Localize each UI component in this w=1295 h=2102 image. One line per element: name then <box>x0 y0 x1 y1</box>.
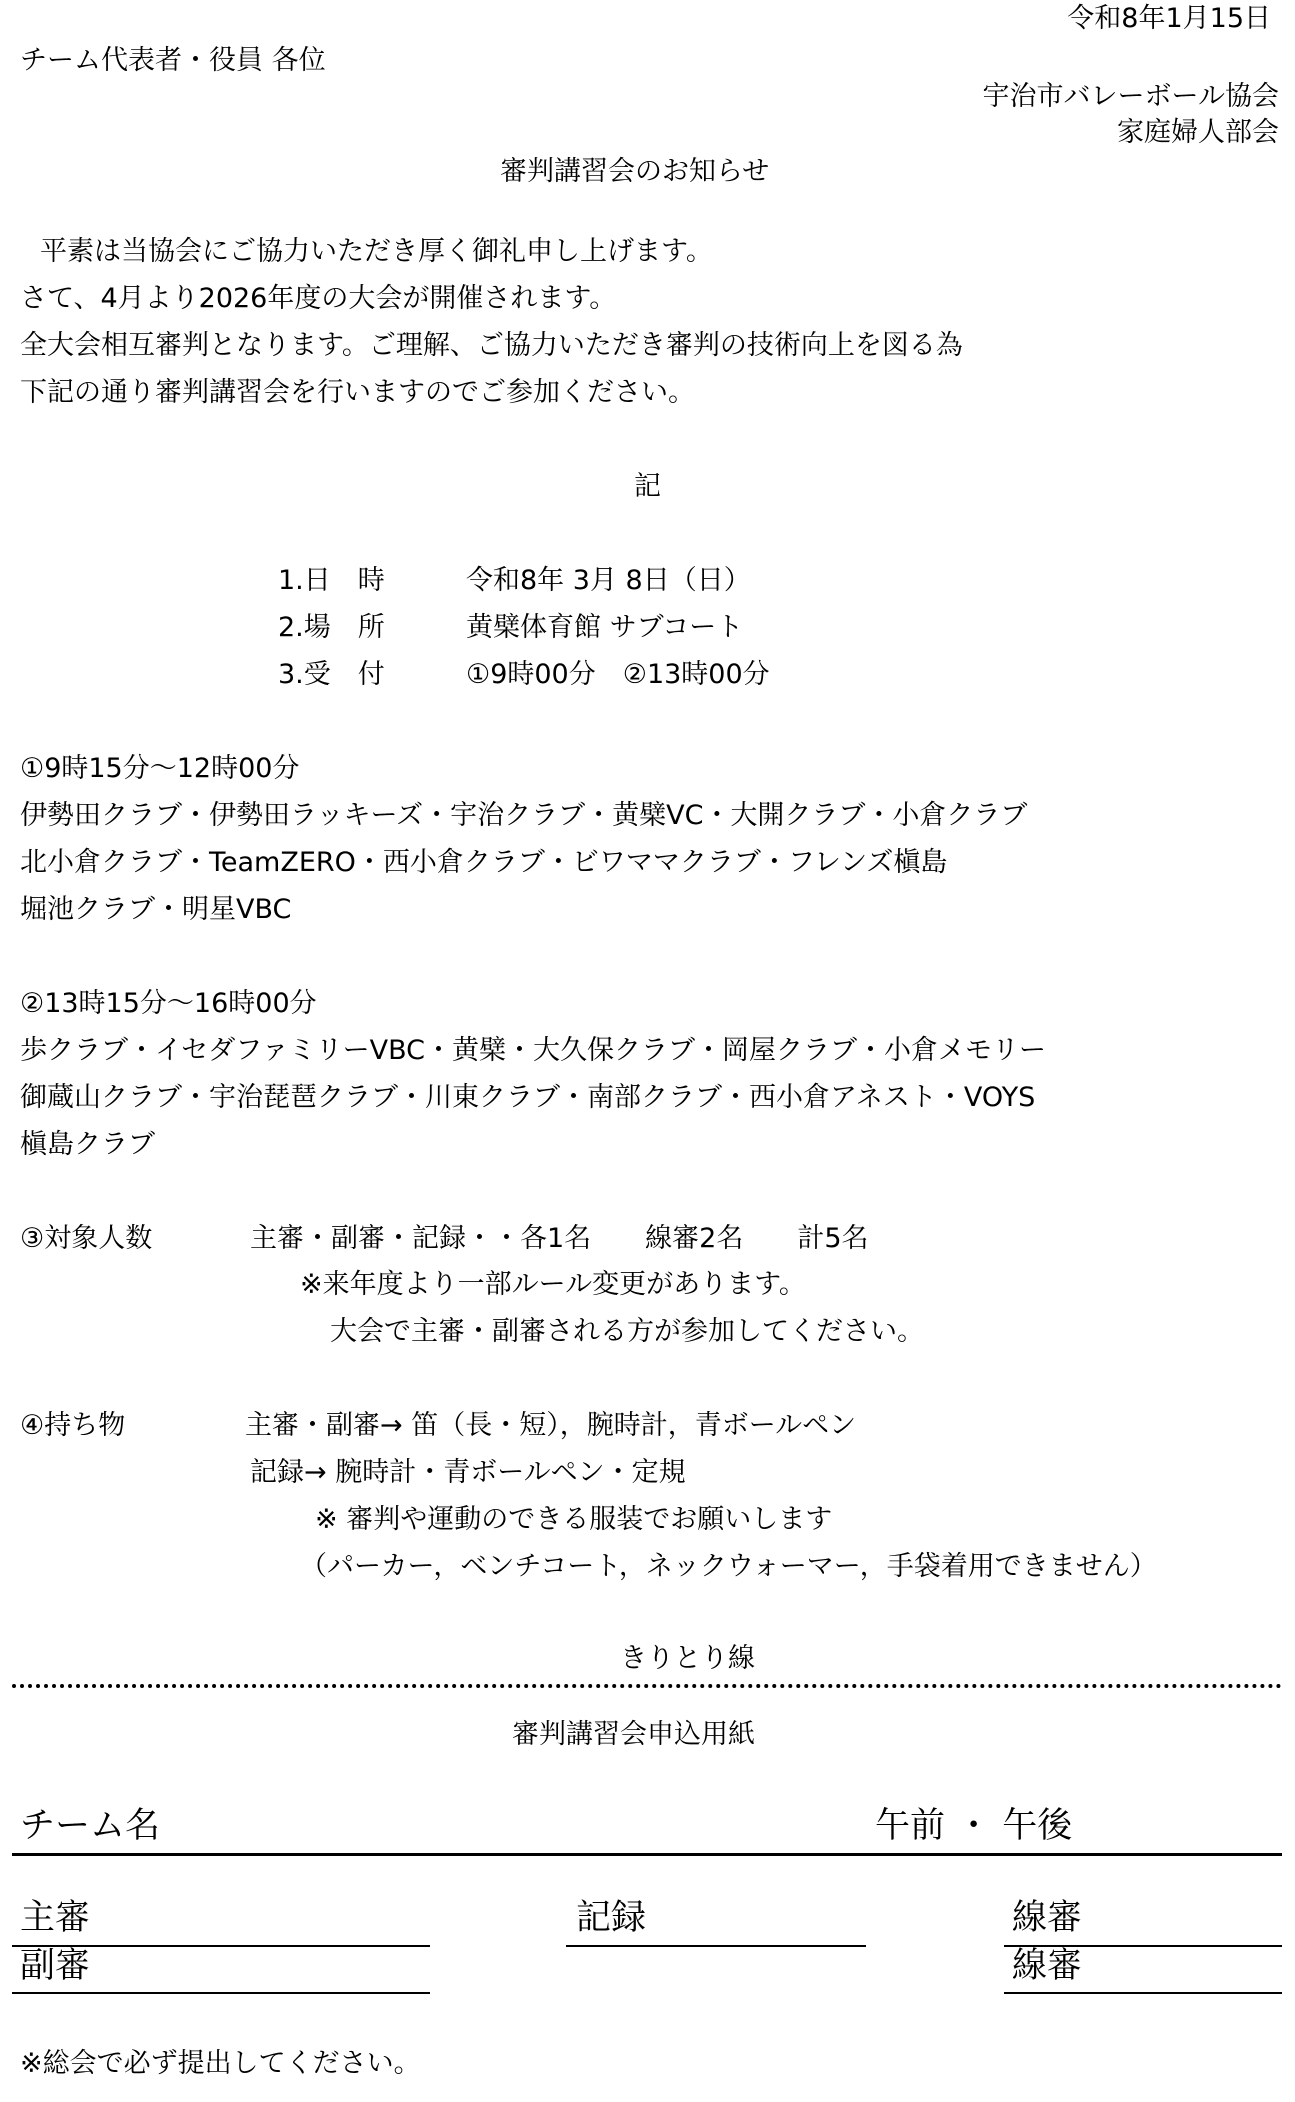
team-name-label: チーム名 <box>20 1806 161 1846</box>
cut-line-label: きりとり線 <box>620 1643 755 1674</box>
line-judge-2-label: 線審 <box>1012 1946 1083 1986</box>
target-label: ③対象人数 <box>20 1223 153 1254</box>
team-name-field-line <box>12 1853 1282 1856</box>
target-note-1: ※来年度より一部ルール変更があります。 <box>300 1269 806 1300</box>
footer-note: ※総会で必ず提出してください。 <box>20 2048 421 2079</box>
belongings-note-1: ※ 審判や運動のできる服装でお願いします <box>315 1504 833 1535</box>
form-title: 審判講習会申込用紙 <box>512 1719 755 1750</box>
session2-line-2: 御蔵山クラブ・宇治琵琶クラブ・川東クラブ・南部クラブ・西小倉アネスト・VOYS <box>20 1082 1036 1113</box>
session1-line-1: 伊勢田クラブ・伊勢田ラッキーズ・宇治クラブ・黄檗VC・大開クラブ・小倉クラブ <box>20 800 1028 831</box>
sender-department: 家庭婦人部会 <box>1117 117 1279 148</box>
chief-referee-label: 主審 <box>20 1898 91 1938</box>
target-note-2: 大会で主審・副審される方が参加してください。 <box>330 1316 924 1347</box>
session2-line-1: 歩クラブ・イセダファミリーVBC・黄檗・大久保クラブ・岡屋クラブ・小倉メモリー <box>20 1035 1047 1066</box>
session1-line-3: 堀池クラブ・明星VBC <box>20 894 292 925</box>
document-title: 審判講習会のお知らせ <box>500 156 770 187</box>
assistant-referee-field-line <box>12 1992 430 1994</box>
detail-value-reception: ①9時00分 ②13時00分 <box>466 659 770 690</box>
body-line-3: 全大会相互審判となります。ご理解、ご協力いただき審判の技術向上を図る為 <box>20 330 963 361</box>
line-judge-2-field-line <box>1004 1992 1282 1994</box>
session1-heading: ①9時15分～12時00分 <box>20 753 300 784</box>
detail-value-place: 黄檗体育館 サブコート <box>466 612 744 643</box>
detail-label-place: 2.場 所 <box>278 612 385 643</box>
cut-line <box>12 1684 1282 1688</box>
body-line-2: さて、4月より2026年度の大会が開催されます。 <box>20 283 617 314</box>
assistant-referee-label: 副審 <box>20 1946 91 1986</box>
belongings-note-2: （パーカー，ベンチコート，ネックウォーマー，手袋着用できません） <box>300 1551 1157 1582</box>
session2-line-3: 槇島クラブ <box>20 1129 155 1160</box>
belongings-line-1: 主審・副審→ 笛（長・短），腕時計，青ボールペン <box>245 1410 857 1441</box>
session1-line-2: 北小倉クラブ・TeamZERO・西小倉クラブ・ビワママクラブ・フレンズ槇島 <box>20 847 948 878</box>
session2-heading: ②13時15分～16時00分 <box>20 988 317 1019</box>
sender-organization: 宇治市バレーボール協会 <box>982 81 1279 112</box>
addressee: チーム代表者・役員 各位 <box>20 45 326 76</box>
document-date: 令和8年1月15日 <box>1067 3 1271 34</box>
target-value: 主審・副審・記録・・各1名 線審2名 計5名 <box>250 1223 869 1254</box>
scorer-label: 記録 <box>576 1898 647 1938</box>
detail-label-date: 1.日 時 <box>278 565 385 596</box>
detail-label-reception: 3.受 付 <box>278 659 385 690</box>
body-line-1: 平素は当協会にご協力いただき厚く御礼申し上げます。 <box>40 236 713 267</box>
body-line-4: 下記の通り審判講習会を行いますのでご参加ください。 <box>20 377 695 408</box>
belongings-label: ④持ち物 <box>20 1410 126 1441</box>
detail-value-date: 令和8年 3月 8日（日） <box>466 565 751 596</box>
scorer-field-line <box>566 1945 866 1947</box>
line-judge-1-label: 線審 <box>1012 1898 1083 1938</box>
am-pm-choice: 午前 ・ 午後 <box>875 1806 1073 1846</box>
belongings-line-2: 記録→ 腕時計・青ボールペン・定規 <box>250 1457 686 1488</box>
ki-heading: 記 <box>634 471 661 502</box>
